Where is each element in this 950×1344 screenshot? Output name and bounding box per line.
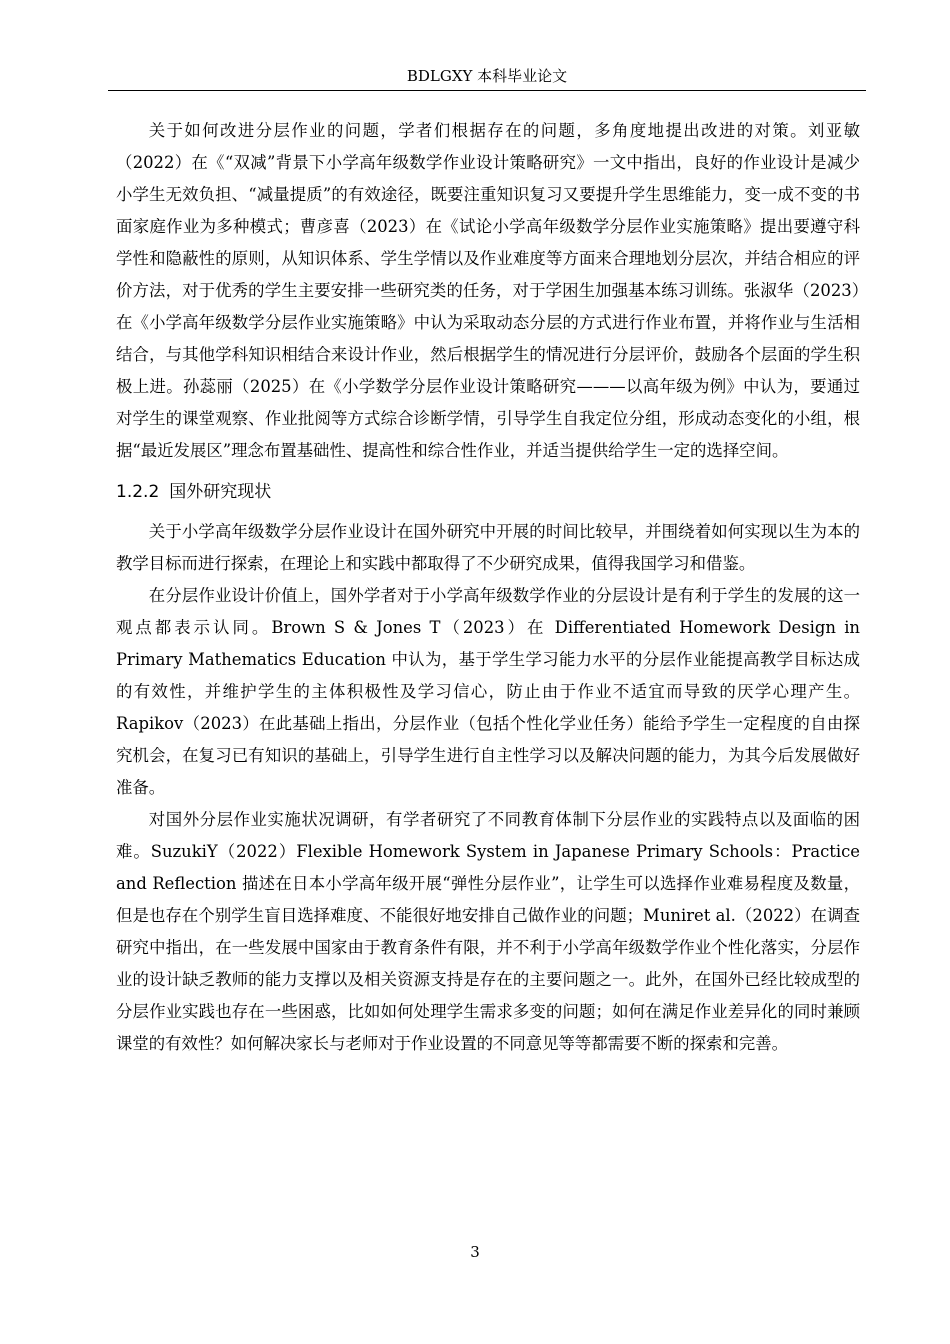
- paragraph-foreign-overview: 关于小学高年级数学分层作业设计在国外研究中开展的时间比较早，并围绕着如何实现以生为本的教学目标而进行探索，在理论上和实践中都取得了不少研究成果，值得我国学习和借鉴。: [116, 522, 860, 573]
- running-header: BDLGXY 本科毕业论文: [406, 67, 568, 85]
- section-heading: [116, 479, 860, 505]
- section-number: 1.2.2: [116, 482, 160, 502]
- paragraph-domestic-improvements: 关于如何改进分层作业的问题，学者们根据存在的问题，多角度地提出改进的对策。刘亚敏（2022）在《“双减”背景下小学高年级数学作业设计策略研究》一文中指出，良好的作业设计是减少小学生无效负担、“减量提质”的有效途径，既要注重知识复习又要提升学生思维能力，变一成不变的书面家庭作业为多种模式；曹彦喜（2023）在《试论小学高年级数学分层作业实施策略》提出要遵守科学性和隐蔽性的原则，从知识体系、学生学情以及作业难度等方面来合理地划分层次，并结合相应的评价方法，对于优秀的学生主要安排一些研究类的任务，对于学困生加强基本练习训练。张淑华（2023）在《小学高年级数学分层作业实施策略》中认为采取动态分层的方式进行作业布置，并将作业与生活相结合，与其他学科知识相结合来设计作业，然后根据学生的情况进行分层评价，鼓励各个层面的学生积极上进。孙蕊丽（2025）在《小学数学分层作业设计策略研究———以高年级为例》中认为，要通过对学生的课堂观察、作业批阅等方式综合诊断学情，引导学生自我定位分组，形成动态变化的小组，根据“最近发展区”理念布置基础性、提高性和综合性作业，并适当提供给学生一定的选择空间。: [116, 121, 860, 460]
- page-number: 3: [470, 1243, 480, 1261]
- paragraph-foreign-value: 在分层作业设计价值上，国外学者对于小学高年级数学作业的分层设计是有利于学生的发展的这一观点都表示认同。Brown S & Jones T（2023）在 Differentiated Homework Design in Primary Mathematics Education 中认为，基于学生学习能力水平的分层作业能提高教学目标达成的有效性，并维护学生的主体积极性及学习信心，防止由于作业不适宜而导致的厌学心理产生。Rapikov（2023）在此基础上指出，分层作业（包括个性化学业任务）能给予学生一定程度的自由探究机会，在复习已有知识的基础上，引导学生进行自主性学习以及解决问题的能力，为其今后发展做好准备。: [116, 586, 860, 797]
- paragraph-foreign-practice: 对国外分层作业实施状况调研，有学者研究了不同教育体制下分层作业的实践特点以及面临的困难。SuzukiY（2022）Flexible Homework System in Japanese Primary Schools：Practice and Reflection 描述在日本小学高年级开展“弹性分层作业”，让学生可以选择作业难易程度及数量，但是也存在个别学生盲目选择难度、不能很好地安排自己做作业的问题；Muniret al.（2022）在调查研究中指出，在一些发展中国家由于教育条件有限，并不利于小学高年级数学作业个性化落实，分层作业的设计缺乏教师的能力支撑以及相关资源支持是存在的主要问题之一。此外，在国外已经比较成型的分层作业实践也存在一些困惑，比如如何处理学生需求多变的问题；如何在满足作业差异化的同时兼顾课堂的有效性？如何解决家长与老师对于作业设置的不同意见等等都需要不断的探索和完善。: [116, 810, 860, 1053]
- header-rule: [108, 90, 866, 91]
- section-title: 国外研究现状: [169, 482, 272, 502]
- body-text: [116, 115, 860, 1060]
